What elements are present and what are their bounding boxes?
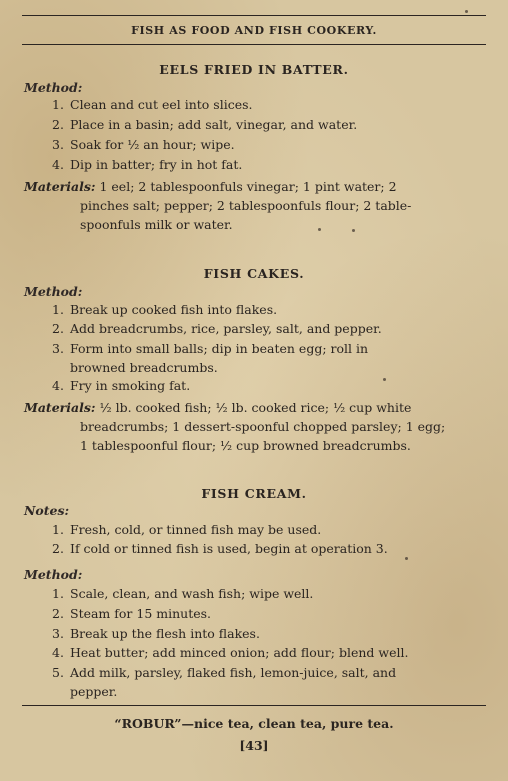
materials-line: ½ lb. cooked fish; ½ lb. cooked rice; ½ cup white: [99, 400, 412, 415]
step-text: Place in a basin; add salt, vinegar, and water.: [70, 117, 358, 132]
header-rule: [22, 44, 486, 45]
materials-line: pinches salt; pepper; 2 tablespoonfuls flour; 2 table-: [80, 198, 412, 213]
step-number: 1.: [52, 586, 64, 601]
materials-line: 1 tablespoonful flour; ½ cup browned breadcrumbs.: [80, 438, 411, 453]
step-text: Soak for ½ an hour; wipe.: [70, 137, 235, 152]
step-text: Break up cooked fish into flakes.: [70, 302, 278, 317]
note-text: If cold or tinned fish is used, begin at operation 3.: [70, 541, 388, 556]
step-text: Fry in smoking fat.: [70, 378, 191, 393]
method-step: [52, 300, 468, 319]
ink-speck: [465, 10, 468, 13]
recipe-title: FISH CAKES.: [203, 266, 305, 281]
step-number: 4.: [52, 645, 64, 660]
method-step: [52, 95, 468, 114]
step-number: 1.: [52, 302, 64, 317]
step-text: Break up the flesh into flakes.: [70, 626, 260, 641]
step-text: Form into small balls; dip in beaten egg; roll in: [70, 341, 369, 356]
materials-line: breadcrumbs; 1 dessert-spoonful chopped parsley; 1 egg;: [80, 419, 446, 434]
method-step: [52, 115, 468, 134]
recipe-title: FISH CREAM.: [201, 486, 307, 501]
materials-label: Materials:: [24, 179, 96, 194]
materials-line: spoonfuls milk or water.: [80, 217, 233, 232]
ink-speck: [352, 229, 355, 232]
method-step: [52, 319, 468, 338]
step-number: 3.: [52, 137, 64, 152]
method-step: [52, 339, 468, 377]
running-head: FISH AS FOOD AND FISH COOKERY.: [131, 24, 377, 37]
note-item: [52, 520, 468, 539]
step-continuation: pepper.: [70, 684, 118, 699]
step-text: Steam for 15 minutes.: [70, 606, 212, 621]
step-text: Dip in batter; fry in hot fat.: [70, 157, 243, 172]
step-continuation: browned breadcrumbs.: [70, 360, 218, 375]
method-label: Method:: [24, 567, 83, 582]
method-step: [52, 624, 468, 643]
method-step: [52, 604, 468, 623]
ink-speck: [383, 378, 386, 381]
footer-slogan: “ROBUR”—nice tea, clean tea, pure tea.: [114, 716, 394, 731]
step-text: Heat butter; add minced onion; add flour; blend well.: [70, 645, 409, 660]
method-step: [52, 663, 468, 701]
method-step: [52, 643, 468, 662]
step-text: Add breadcrumbs, rice, parsley, salt, and pepper.: [70, 321, 382, 336]
recipe-title: EELS FRIED IN BATTER.: [159, 62, 349, 77]
step-number: 1.: [52, 97, 64, 112]
step-number: 2.: [52, 606, 64, 621]
materials-block: [24, 177, 468, 234]
step-text: Add milk, parsley, flaked fish, lemon-juice, salt, and: [70, 665, 397, 680]
step-number: 5.: [52, 665, 64, 680]
materials-line: 1 eel; 2 tablespoonfuls vinegar; 1 pint water; 2: [99, 179, 397, 194]
materials-label: Materials:: [24, 400, 96, 415]
ink-speck: [405, 557, 408, 560]
top-rule: [22, 15, 486, 16]
step-number: 2.: [52, 321, 64, 336]
method-step: [52, 376, 468, 395]
step-number: 4.: [52, 378, 64, 393]
method-label: Method:: [24, 80, 83, 95]
method-step: [52, 155, 468, 174]
ink-speck: [318, 228, 321, 231]
footer-rule: [22, 705, 486, 706]
method-step: [52, 135, 468, 154]
note-text: Fresh, cold, or tinned fish may be used.: [70, 522, 322, 537]
step-number: 4.: [52, 157, 64, 172]
step-text: Scale, clean, and wash fish; wipe well.: [70, 586, 314, 601]
method-label: Method:: [24, 284, 83, 299]
method-step: [52, 584, 468, 603]
step-text: Clean and cut eel into slices.: [70, 97, 253, 112]
step-number: 3.: [52, 626, 64, 641]
note-item: [52, 539, 468, 558]
page-number: [43]: [239, 738, 269, 753]
step-number: 2.: [52, 117, 64, 132]
materials-block: [24, 398, 468, 455]
step-number: 3.: [52, 341, 64, 356]
notes-label: Notes:: [24, 503, 70, 518]
note-number: 1.: [52, 522, 64, 537]
note-number: 2.: [52, 541, 64, 556]
